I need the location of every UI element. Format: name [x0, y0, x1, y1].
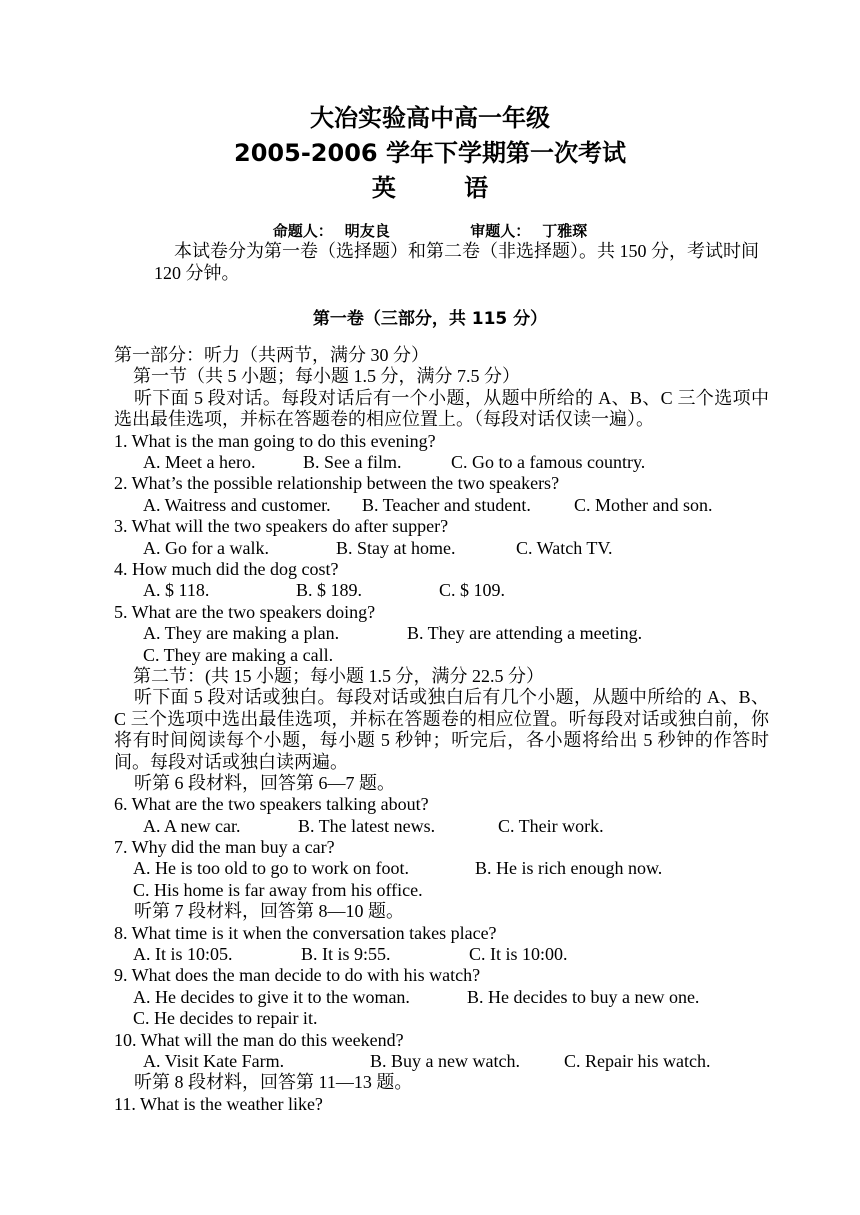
q8-option-b: B. It is 9:55.	[301, 944, 391, 965]
question-7-options-c	[114, 880, 769, 901]
reviewer-label: 审题人：	[470, 222, 531, 240]
q3-option-b: B. Stay at home.	[336, 537, 456, 558]
q7-option-c: C. His home is far away from his office.	[133, 879, 423, 900]
question-9-options-ab	[114, 987, 769, 1008]
subject-title: 英 语	[371, 174, 519, 202]
question-7-stem: 7. Why did the man buy a car?	[114, 837, 335, 858]
question-4-stem: 4. How much did the dog cost?	[114, 558, 339, 579]
q3-option-c: C. Watch TV.	[516, 537, 613, 558]
q6-option-b: B. The latest news.	[298, 815, 436, 836]
question-5-options-c	[114, 645, 769, 666]
q1-option-c: C. Go to a famous country.	[451, 451, 646, 472]
q2-option-c: C. Mother and son.	[574, 494, 713, 515]
q9-option-a: A. He decides to give it to the woman.	[133, 986, 410, 1007]
question-5-stem: 5. What are the two speakers doing?	[114, 601, 376, 622]
question-7-options-ab	[114, 858, 769, 879]
question-11-stem: 11. What is the weather like?	[114, 1093, 323, 1114]
q5-option-b: B. They are attending a meeting.	[407, 623, 643, 644]
q1-option-b: B. See a film.	[303, 451, 402, 472]
q10-option-b: B. Buy a new watch.	[370, 1050, 520, 1071]
volume1-title: 第一卷（三部分，共 115 分）	[312, 309, 548, 329]
question-4-options	[114, 580, 769, 601]
question-5-options-ab	[114, 623, 769, 644]
q7-option-a: A. He is too old to go to work on foot.	[133, 858, 409, 879]
exam-intro: 本试卷分为第一卷（选择题）和第二卷（非选择题）。共 150 分，考试时间 120 分钟。	[154, 241, 759, 283]
exam-title: 2005-2006 学年下学期第一次考试	[234, 139, 626, 167]
question-10-options	[114, 1051, 769, 1072]
question-9-stem: 9. What does the man decide to do with his watch?	[114, 965, 481, 986]
author-name: 明友良	[344, 222, 390, 240]
q2-option-b: B. Teacher and student.	[362, 494, 531, 515]
reviewer-name: 丁雅琛	[542, 222, 588, 240]
question-2-stem: 2. What’s the possible relationship between the two speakers?	[114, 473, 560, 494]
q10-option-c: C. Repair his watch.	[564, 1050, 711, 1071]
q2-option-a: A. Waitress and customer.	[143, 494, 331, 515]
question-1-options	[114, 452, 769, 473]
question-3-stem: 3. What will the two speakers do after supper?	[114, 516, 449, 537]
question-9-options-c	[114, 1008, 769, 1029]
material-6-note: 听第 6 段材料，回答第 6—7 题。	[134, 772, 395, 793]
school-title: 大冶实验高中高一年级	[310, 104, 550, 132]
section2-instructions: 听下面 5 段对话或独白。每段对话或独白后有几个小题，从题中所给的 A、B、C 三个选项中选出最佳选项，并标在答题卷的相应位置。听每段对话或独白前，你将有时间阅读每个小题，每小题 5 秒钟；听完后，各小题将给出 5 秒钟的作答时间。每段对话或独白读两遍。	[114, 687, 769, 772]
q5-option-c: C. They are making a call.	[143, 644, 334, 665]
q6-option-a: A. A new car.	[143, 815, 241, 836]
question-1-stem: 1. What is the man going to do this evening?	[114, 430, 436, 451]
exam-body	[114, 345, 769, 1115]
exam-authors	[0, 220, 860, 241]
q5-option-a: A. They are making a plan.	[143, 623, 340, 644]
q7-option-b: B. He is rich enough now.	[475, 858, 663, 879]
q4-option-b: B. $ 189.	[296, 580, 363, 601]
section1-instructions: 听下面 5 段对话。每段对话后有一个小题，从题中所给的 A、B、C 三个选项中选出最佳选项，并标在答题卷的相应位置上。（每段对话仅读一遍）。	[114, 387, 769, 430]
q4-option-c: C. $ 109.	[439, 580, 506, 601]
q8-option-c: C. It is 10:00.	[469, 944, 568, 965]
q9-option-b: B. He decides to buy a new one.	[467, 986, 700, 1007]
q1-option-a: A. Meet a hero.	[143, 451, 256, 472]
q10-option-a: A. Visit Kate Farm.	[143, 1050, 285, 1071]
q8-option-a: A. It is 10:05.	[133, 944, 233, 965]
q9-option-c: C. He decides to repair it.	[133, 1008, 318, 1029]
question-2-options	[114, 495, 769, 516]
question-6-options	[114, 816, 769, 837]
q4-option-a: A. $ 118.	[143, 580, 210, 601]
question-3-options	[114, 538, 769, 559]
section2-title: 第二节：(共 15 小题；每小题 1.5 分，满分 22.5 分）	[133, 665, 544, 686]
material-8-note: 听第 8 段材料，回答第 11—13 题。	[134, 1072, 413, 1093]
question-10-stem: 10. What will the man do this weekend?	[114, 1029, 404, 1050]
question-8-options	[114, 944, 769, 965]
q6-option-c: C. Their work.	[498, 815, 604, 836]
q3-option-a: A. Go for a walk.	[143, 537, 269, 558]
section1-title: 第一节（共 5 小题；每小题 1.5 分，满分 7.5 分）	[133, 366, 520, 387]
question-8-stem: 8. What time is it when the conversation takes place?	[114, 922, 497, 943]
author-label: 命题人：	[272, 222, 333, 240]
part1-title: 第一部分：听力（共两节，满分 30 分）	[114, 345, 429, 365]
material-7-note: 听第 7 段材料，回答第 8—10 题。	[134, 901, 404, 922]
question-6-stem: 6. What are the two speakers talking about?	[114, 794, 429, 815]
